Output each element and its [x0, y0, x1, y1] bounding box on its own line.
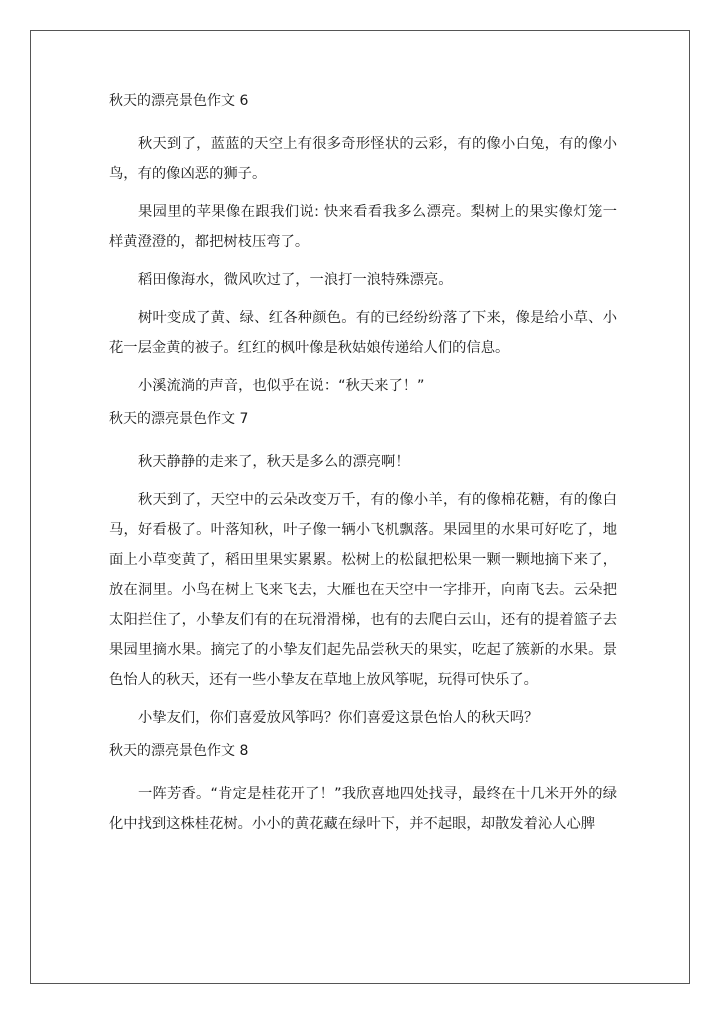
paragraph: 稻田像海水，微风吹过了，一浪打一浪特殊漂亮。 [138, 272, 453, 288]
paragraph: 秋天静静的走来了，秋天是多么的漂亮啊！ [138, 454, 410, 470]
paragraph: 小溪流淌的声音，也似乎在说：“秋天来了！” [138, 378, 425, 394]
paragraph: 小挚友们，你们喜爱放风筝吗？你们喜爱这景色怡人的秋天吗？ [138, 710, 539, 726]
section-title: 秋天的漂亮景色作文 7 [109, 411, 249, 427]
section-title: 秋天的漂亮景色作文 8 [109, 743, 249, 759]
paragraph: 树叶变成了黄、绿、红各种颜色。有的已经纷纷落了下来，像是给小草、小花一层金黄的被子。红红的枫叶像是秋姑娘传递给人们的信息。 [109, 310, 617, 356]
section-title: 秋天的漂亮景色作文 6 [109, 93, 249, 109]
document-body [109, 91, 617, 847]
paragraph: 秋天到了，天空中的云朵改变万千，有的像小羊，有的像棉花糖，有的像白马，好看极了。叶落知秋，叶子像一辆小飞机飘落。果园里的水果可好吃了，地面上小草变黄了，稻田里果实累累。松树上的松鼠把松果一颗一颗地摘下来了，放在洞里。小鸟在树上飞来飞去，大雁也在天空中一字排开，向南飞去。云朵把太阳拦住了，小挚友们有的在玩滑滑梯，也有的去爬白云山，还有的提着篮子去果园里摘水果。摘完了的小挚友们起先品尝秋天的果实，吃起了簇新的水果。景色怡人的秋天，还有一些小挚友在草地上放风筝呢，玩得可快乐了。 [109, 492, 617, 688]
paragraph: 果园里的苹果像在跟我们说: 快来看看我多么漂亮。梨树上的果实像灯笼一样黄澄澄的，都把树枝压弯了。 [109, 204, 617, 250]
paragraph: 一阵芳香。“肯定是桂花开了！”我欣喜地四处找寻，最终在十几米开外的绿化中找到这株桂花树。小小的黄花藏在绿叶下，并不起眼，却散发着沁人心脾 [109, 786, 617, 832]
paragraph: 秋天到了，蓝蓝的天空上有很多奇形怪状的云彩，有的像小白兔，有的像小鸟，有的像凶恶的狮子。 [109, 136, 617, 182]
